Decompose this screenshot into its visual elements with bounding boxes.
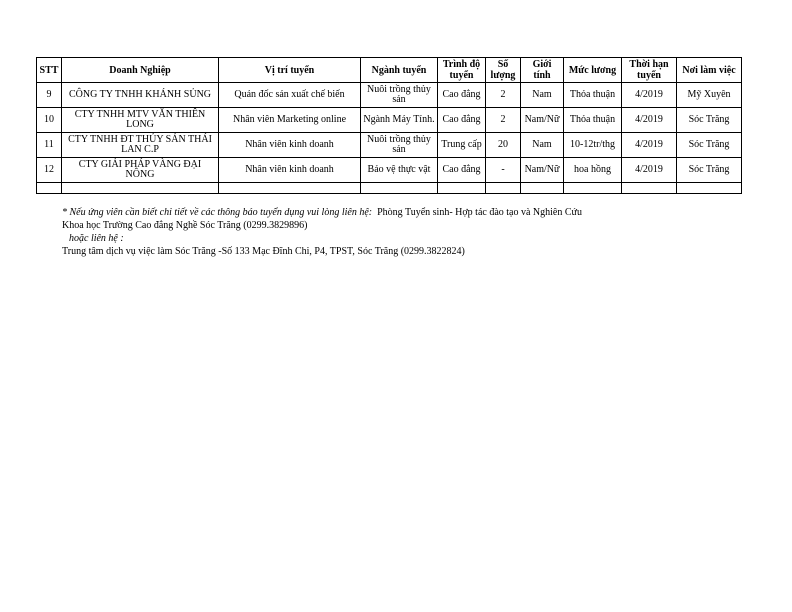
col-header-company: Doanh Nghiệp xyxy=(62,58,219,83)
cell-salary: Thỏa thuận xyxy=(564,83,622,108)
cell-salary: hoa hồng xyxy=(564,158,622,183)
table-header-row xyxy=(37,58,742,83)
contact-notes xyxy=(62,206,582,258)
cell-quantity: 2 xyxy=(486,108,521,133)
table-row-empty xyxy=(37,183,742,194)
note-intro: * Nếu ứng viên cần biết chi tiết về các thông báo tuyển dụng vui lòng liên hệ: xyxy=(62,207,373,218)
col-header-quantity: Số lượng xyxy=(486,58,521,83)
note-line-1 xyxy=(62,206,582,219)
cell-position: Nhân viên kinh doanh xyxy=(219,158,361,183)
cell-location: Sóc Trăng xyxy=(677,133,742,158)
cell-company: CTY TNHH ĐT THỦY SẢN THÁI LAN C.P xyxy=(62,133,219,158)
cell-position: Nhân viên Marketing online xyxy=(219,108,361,133)
cell-location: Sóc Trăng xyxy=(677,158,742,183)
cell-quantity: 20 xyxy=(486,133,521,158)
col-header-position: Vị trí tuyển xyxy=(219,58,361,83)
cell-gender: Nam xyxy=(521,83,564,108)
cell-gender: Nam/Nữ xyxy=(521,108,564,133)
cell-gender: Nam xyxy=(521,133,564,158)
cell-level: Trung cấp xyxy=(438,133,486,158)
cell-quantity: - xyxy=(486,158,521,183)
col-header-gender: Giới tính xyxy=(521,58,564,83)
note-line-3: hoặc liên hệ : xyxy=(69,233,124,244)
cell-position: Quản đốc sản xuất chế biến xyxy=(219,83,361,108)
cell-company: CÔNG TY TNHH KHÁNH SỦNG xyxy=(62,83,219,108)
cell-stt: 11 xyxy=(37,133,62,158)
cell-salary: 10-12tr/thg xyxy=(564,133,622,158)
cell-company: CTY TNHH MTV VĂN THIÊN LONG xyxy=(62,108,219,133)
col-header-level: Trình độ tuyển xyxy=(438,58,486,83)
col-header-stt: STT xyxy=(37,58,62,83)
cell-quantity: 2 xyxy=(486,83,521,108)
col-header-major: Ngành tuyển xyxy=(361,58,438,83)
cell-stt: 9 xyxy=(37,83,62,108)
cell-stt: 10 xyxy=(37,108,62,133)
col-header-location: Nơi làm việc xyxy=(677,58,742,83)
cell-position: Nhân viên kinh doanh xyxy=(219,133,361,158)
cell-deadline: 4/2019 xyxy=(622,83,677,108)
cell-major: Ngành Máy Tính. xyxy=(361,108,438,133)
cell-deadline: 4/2019 xyxy=(622,133,677,158)
cell-stt: 12 xyxy=(37,158,62,183)
cell-gender: Nam/Nữ xyxy=(521,158,564,183)
col-header-deadline: Thời hạn tuyển xyxy=(622,58,677,83)
note-line-2: Khoa học Trường Cao đẳng Nghề Sóc Trăng (0299.3829896) xyxy=(62,220,308,231)
cell-major: Bảo vệ thực vật xyxy=(361,158,438,183)
cell-company: CTY GIẢI PHÁP VÀNG ĐẠI NÔNG xyxy=(62,158,219,183)
col-header-salary: Mức lương xyxy=(564,58,622,83)
cell-deadline: 4/2019 xyxy=(622,108,677,133)
cell-salary: Thỏa thuận xyxy=(564,108,622,133)
cell-level: Cao đẳng xyxy=(438,83,486,108)
cell-level: Cao đẳng xyxy=(438,158,486,183)
cell-level: Cao đẳng xyxy=(438,108,486,133)
table-row xyxy=(37,83,742,108)
cell-location: Sóc Trăng xyxy=(677,108,742,133)
recruitment-table xyxy=(36,57,742,194)
cell-major: Nuôi trồng thủy sản xyxy=(361,83,438,108)
table-row xyxy=(37,108,742,133)
cell-location: Mỹ Xuyên xyxy=(677,83,742,108)
note-office: Phòng Tuyển sinh- Hợp tác đào tạo và Nghiên Cứu xyxy=(377,207,582,218)
cell-major: Nuôi trồng thủy sản xyxy=(361,133,438,158)
cell-deadline: 4/2019 xyxy=(622,158,677,183)
note-line-4: Trung tâm dịch vụ việc làm Sóc Trăng -Số 133 Mạc Đĩnh Chi, P4, TPST, Sóc Trăng (0299.3822824) xyxy=(62,246,465,257)
table-row xyxy=(37,133,742,158)
table-row xyxy=(37,158,742,183)
